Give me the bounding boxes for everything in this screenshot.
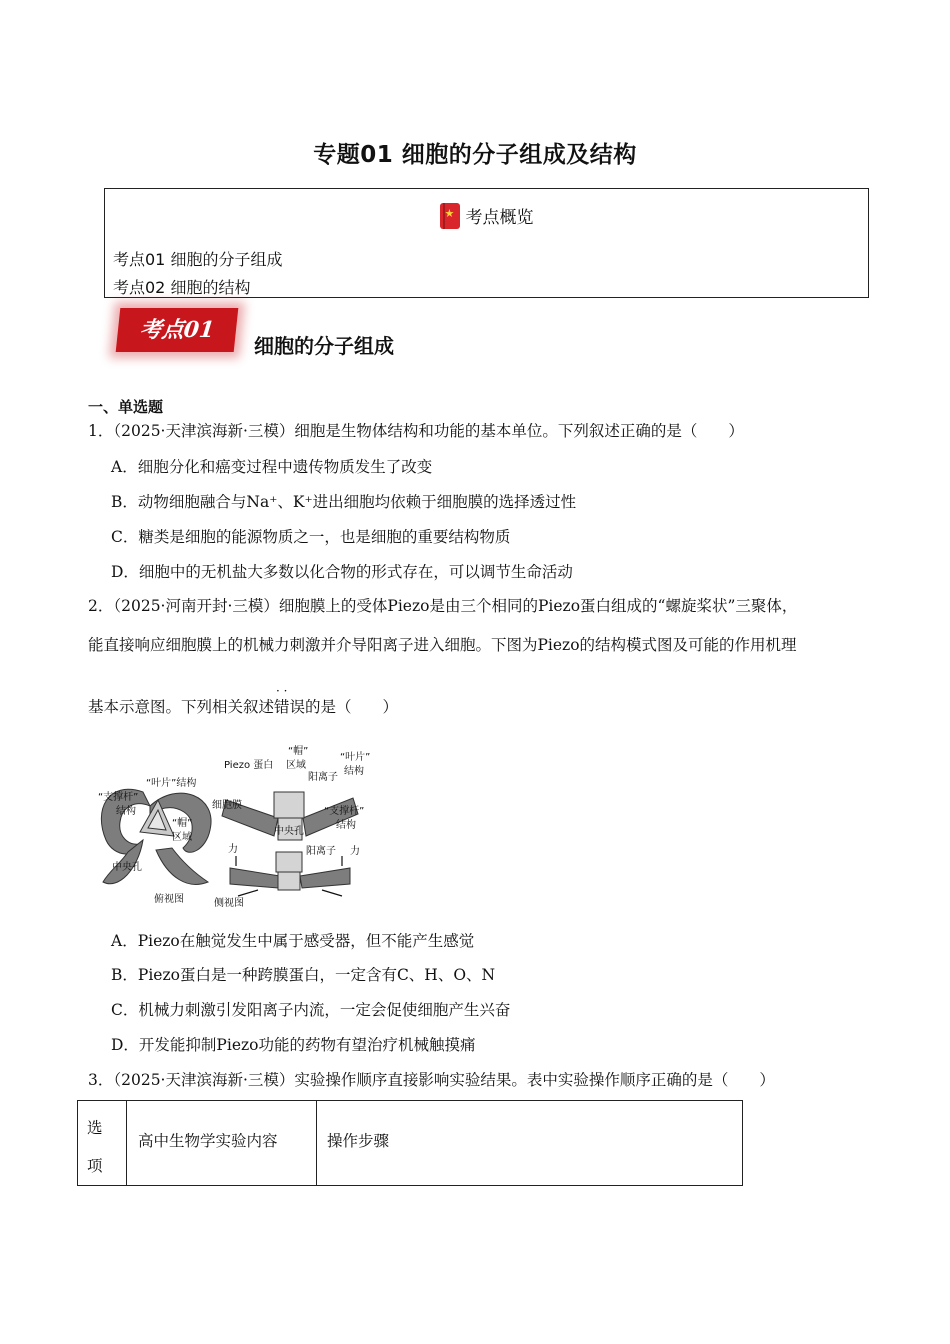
label-blade-top: “叶片”结构	[146, 778, 197, 789]
label-strut-right: “支撑杆”	[324, 806, 365, 817]
page-title: 专题01 细胞的分子组成及结构	[313, 142, 637, 168]
q2-option-c: C．机械力刺激引发阳离子内流，一定会促使细胞产生兴奋	[111, 1001, 511, 1019]
table-header-steps: 操作步骤	[317, 1101, 743, 1186]
label-membrane: 细胞膜	[212, 800, 242, 811]
label-force2: 力	[350, 846, 360, 857]
q1-option-b: B．动物细胞融合与Na⁺、K⁺进出细胞均依赖于细胞膜的选择透过性	[111, 493, 577, 511]
overview-box	[104, 188, 869, 298]
label-blade-right2: 结构	[344, 766, 364, 777]
table-row	[78, 1101, 743, 1186]
overview-heading: ★考点概览	[105, 203, 868, 229]
label-strut-right2: 结构	[336, 820, 356, 831]
label-cation2: 阳离子	[306, 846, 336, 857]
label-strut-left2: 结构	[116, 806, 136, 817]
question-2-line3: 基本示意图。下列相关叙述· · 错误的是（ ）	[88, 695, 398, 717]
question-2-line1: 2．（2025·河南开封·三模）细胞膜上的受体Piezo是由三个相同的Piezo蛋白组成的“螺旋桨状”三聚体，	[88, 597, 798, 615]
q1-option-c: C．糖类是细胞的能源物质之一，也是细胞的重要结构物质	[111, 528, 511, 546]
overview-item-1: 考点01 细胞的分子组成	[113, 250, 283, 269]
label-cation: 阳离子	[308, 772, 338, 783]
subheading: 一、单选题	[88, 398, 164, 416]
label-cap-top2: 区域	[286, 760, 306, 771]
q3-table	[77, 1100, 743, 1186]
label-strut-left: “支撑杆”	[98, 792, 139, 803]
q2-option-d: D．开发能抑制Piezo功能的药物有望治疗机械触摸痛	[111, 1036, 476, 1054]
q2-option-b: B．Piezo蛋白是一种跨膜蛋白，一定含有C、H、O、N	[111, 966, 496, 984]
piezo-figure	[88, 740, 388, 912]
label-blade-right: “叶片”	[340, 752, 371, 763]
label-pore-left: 中央孔	[112, 862, 142, 873]
label-top-view: 俯视图	[154, 894, 184, 905]
question-2-line2: 能直接响应细胞膜上的机械力刺激并介导阳离子进入细胞。下图为Piezo的结构模式图及可能的作用机理	[88, 636, 797, 654]
table-header-option: 选项	[78, 1101, 127, 1186]
q1-option-a: A．细胞分化和癌变过程中遗传物质发生了改变	[111, 458, 433, 476]
question-1-stem: 1．（2025·天津滨海新·三模）细胞是生物体结构和功能的基本单位。下列叙述正确的是（ ）	[88, 422, 744, 440]
question-3-stem: 3．（2025·天津滨海新·三模）实验操作顺序直接影响实验结果。表中实验操作顺序正确的是（ ）	[88, 1071, 775, 1089]
q2-option-a: A．Piezo在触觉发生中属于感受器，但不能产生感觉	[111, 932, 475, 950]
label-piezo-protein: Piezo 蛋白	[224, 760, 274, 771]
q1-option-d: D．细胞中的无机盐大多数以化合物的形式存在，可以调节生命活动	[111, 563, 573, 581]
label-cap-top: “帽”	[288, 746, 309, 757]
label-side-view: 侧视图	[214, 898, 244, 909]
label-cap-left: “帽”	[172, 818, 193, 829]
overview-item-2: 考点02 细胞的结构	[113, 278, 251, 297]
label-pore-center: 中央孔	[274, 826, 304, 837]
emphasis-word: · · 错误	[274, 698, 305, 716]
book-icon	[440, 203, 460, 229]
section-title: 细胞的分子组成	[254, 334, 394, 358]
label-cap-left2: 区域	[172, 832, 192, 843]
table-header-content: 高中生物学实验内容	[127, 1101, 317, 1186]
section-badge: 考点01	[116, 308, 239, 352]
label-force: 力	[228, 844, 238, 855]
